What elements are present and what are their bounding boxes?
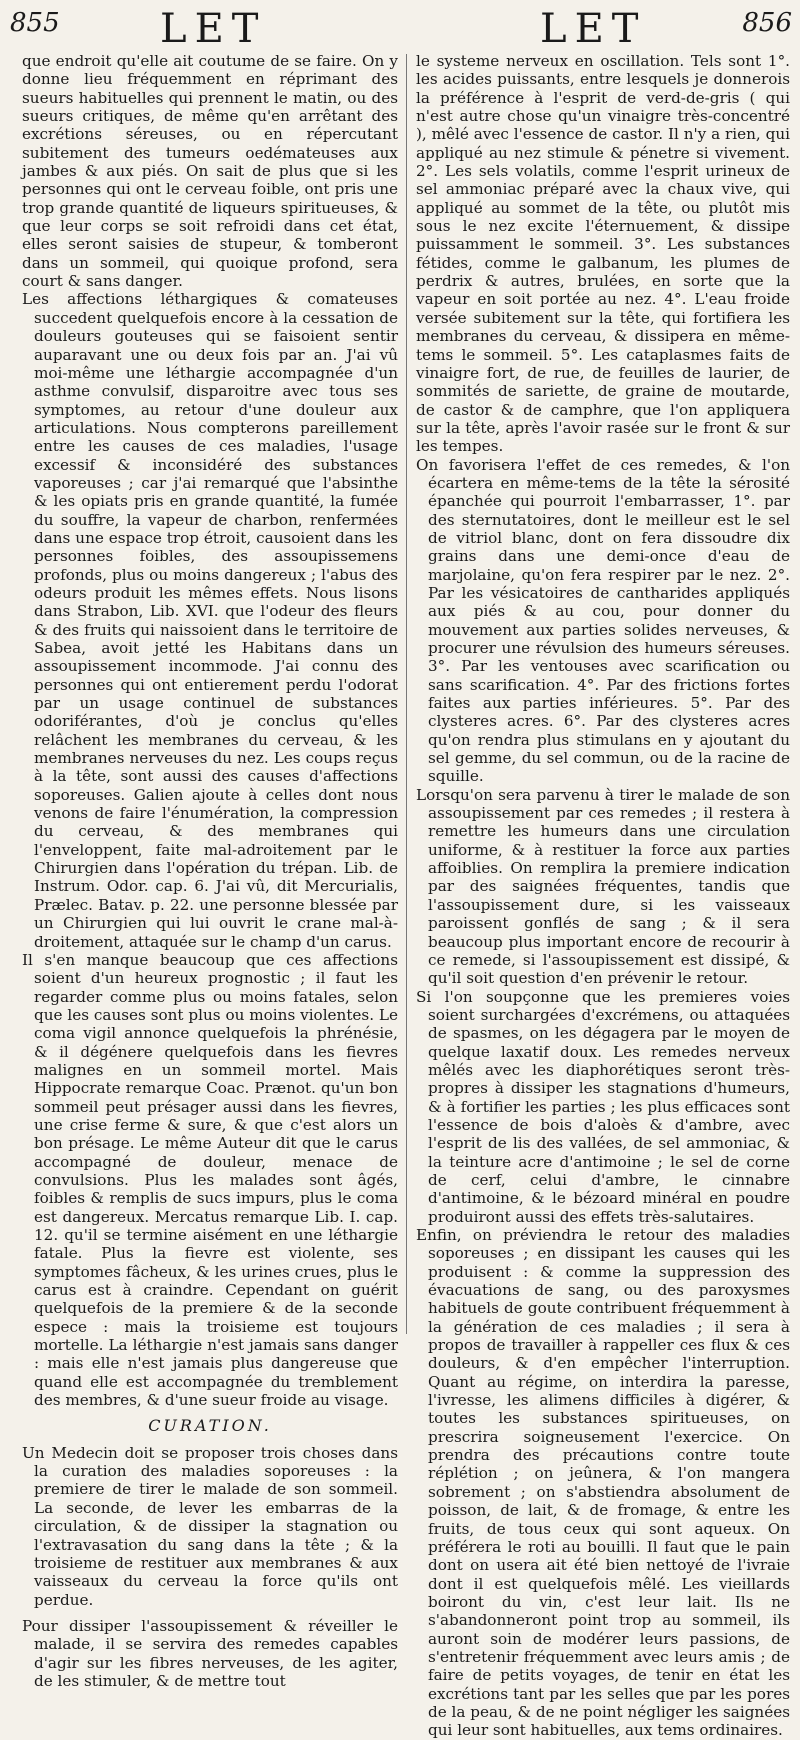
column-divider bbox=[406, 54, 407, 1334]
right-column bbox=[416, 52, 790, 1740]
paragraph: Lorsqu'on sera parvenu à tirer le malade de son assoupissement par ces remedes ; il restera à remettre les humeurs dans une circulation uniforme, & à restituer la force aux parties affoiblies. On remplira la premiere indication par des saignées fréquentes, tandis que l'assoupissement dure, si les vaisseaux paroissent gonflés de sang ; & il sera beaucoup plus important encore de recourir à ce remede, si l'assoupissement est dissipé, & qu'il soit question d'en prévenir le retour. bbox=[416, 785, 790, 988]
paragraph: Pour dissiper l'assoupissement & réveiller le malade, il se servira des remedes capables d'agir sur les fibres nerveuses, de les agiter, de les stimuler, & de mettre tout bbox=[22, 1616, 398, 1690]
section-heading: CURATION. bbox=[148, 1416, 272, 1436]
running-head-left: LET bbox=[160, 6, 267, 52]
paragraph: Un Medecin doit se proposer trois choses dans la curation des maladies soporeuses : la premiere de tirer le malade de son sommeil. La seconde, de lever les embarras de la circulation, & de dissiper la stagnation ou l'extravasation du sang dans la tête ; & la troisieme de restituer aux membranes & aux vaisseaux du cerveau la force qu'ils ont perdue. bbox=[22, 1443, 398, 1609]
paragraph: Les affections léthargiques & comateuses succedent quelquefois encore à la cessation de douleurs gouteuses qui se faisoient sentir auparavant une ou deux fois par an. J'ai vû moi-même une léthargie accompagnée d'un asthme convulsif, disparoitre avec tous ses symptomes, au retour d'une douleur aux articulations. Nous compterons pareillement entre les causes de ces maladies, l'usage excessif & inconsidéré des substances vaporeuses ; car j'ai remarqué que l'absinthe & les opiats pris en grande quantité, la fumée du souffre, la vapeur de charbon, renfermées dans une espace trop étroit, causoient dans les personnes foibles, des assoupissemens profonds, plus ou moins dangereux ; l'abus des odeurs produit les mêmes effets. Nous lisons dans Strabon, Lib. XVI. que l'odeur des fleurs & des fruits qui naissoient dans le territoire de Sabea, avoit jetté les Habitans dans un assoupissement incommode. J'ai connu des personnes qui ont entierement perdu l'odorat par un usage continuel de substances odoriférantes, d'où je conclus qu'elles relâchent les membranes du cerveau, & les membranes nerveuses du nez. Les coups reçus à la tête, sont aussi des causes d'affections soporeuses. Galien ajoute à celles dont nous venons de faire l'énumération, la compression du cerveau, & des membranes qui l'enveloppent, faite mal-adroitement par le Chirurgien dans l'opération du trépan. Lib. de Instrum. Odor. cap. 6. J'ai vû, dit Mercurialis, Prælec. Batav. p. 22. une personne blessée par un Chirurgien qui lui ouvrit le crane mal-à-droitement, attaquée sur le champ d'un carus. bbox=[22, 290, 398, 951]
left-column bbox=[22, 52, 398, 1690]
paragraph: le systeme nerveux en oscillation. Tels sont 1°. les acides puissants, entre lesquels je donnerois la préférence à l'esprit de verd-de-gris ( qui n'est autre chose qu'un vinaigre très-concentré ), mêlé avec l'essence de castor. Il n'y a rien, qui appliqué au nez stimule & pénetre si vivement. 2°. Les sels volatils, comme l'esprit urineux de sel ammoniac préparé avec la chaux vive, qui appliqué au sommet de la tête, ou plutôt mis sous le nez excite l'éternuement, & dissipe puissamment le sommeil. 3°. Les substances fétides, comme le galbanum, les plumes de perdrix & autres, brulées, en sorte que la vapeur en soit portée au nez. 4°. L'eau froide versée subitement sur la tête, qui fortifiera les membranes du cerveau, & dissipera en même-tems le sommeil. 5°. Les cataplasmes faits de vinaigre fort, de rue, de feuilles de laurier, de sommités de sariette, de graine de moutarde, de castor & de camphre, que l'on appliquera sur la tête, après l'avoir rasée sur le front & sur les tempes. bbox=[416, 52, 790, 456]
running-head-right: LET bbox=[540, 6, 647, 52]
paragraph: Si l'on soupçonne que les premieres voies soient surchargées d'excrémens, ou attaquées de spasmes, on les dégagera par le moyen de quelque laxatif doux. Les remedes nerveux mêlés avec les diaphorétiques seront très-propres à dissiper les stagnations d'humeurs, & à fortifier les parties ; les plus efficaces sont l'essence de bois d'aloès & d'ambre, avec l'esprit de lis des vallées, de sel ammoniac, & la teinture acre d'antimoine ; le sel de corne de cerf, celui d'ambre, le cinnabre d'antimoine, & le bézoard minéral en poudre produiront aussi des effets très-salutaires. bbox=[416, 987, 790, 1226]
paragraph: On favorisera l'effet de ces remedes, & l'on écartera en même-tems de la tête la sérosité épanchée qui pourroit l'embarrasser, 1°. par des sternutatoires, dont le meilleur est le sel de vitriol blanc, dont on fera dissoudre dix grains dans une demi-once d'eau de marjolaine, qu'on fera respirer par le nez. 2°. Par les vésicatoires de cantharides appliqués aux piés & au cou, pour donner du mouvement aux parties solides nerveuses, & procurer une révulsion des humeurs séreuses. 3°. Par les ventouses avec scarification ou sans scarification. 4°. Par des frictions fortes faites aux parties inférieures. 5°. Par des clysteres acres. 6°. Par des clysteres acres qu'on rendra plus stimulans en y ajoutant du sel gemme, du sel commun, ou de la racine de squille. bbox=[416, 455, 790, 786]
page-number-left: 855 bbox=[10, 8, 60, 38]
page-header bbox=[0, 6, 800, 52]
paragraph: Il s'en manque beaucoup que ces affections soient d'un heureux prognostic ; il faut les regarder comme plus ou moins fatales, selon que les causes sont plus ou moins violentes. Le coma vigil annonce quelquefois la phrénésie, & il dégénere quelquefois dans les fievres malignes en un sommeil mortel. Mais Hippocrate remarque Coac. Prænot. qu'un bon sommeil peut présager aussi dans les fievres, une crise ferme & sure, & que c'est alors un bon présage. Le même Auteur dit que le carus accompagné de douleur, menace de convulsions. Plus les malades sont âgés, foibles & remplis de sucs impurs, plus le coma est dangereux. Mercatus remarque Lib. I. cap. 12. qu'il se termine aisément en une léthargie fatale. Plus la fievre est violente, ses symptomes fâcheux, & les urines crues, plus le carus est à craindre. Cependant on guérit quelquefois de la premiere & de la seconde espece : mais la troisieme est toujours mortelle. La léthargie n'est jamais sans danger : mais elle n'est jamais plus dangereuse que quand elle est accompagnée du tremblement des membres, & d'une sueur froide au visage. bbox=[22, 950, 398, 1410]
page-number-right: 856 bbox=[742, 8, 792, 38]
paragraph: que endroit qu'elle ait coutume de se faire. On y donne lieu fréquemment en réprimant des sueurs habituelles qui prennent le matin, ou des sueurs critiques, de même qu'en arrêtant des excrétions séreuses, ou en répercutant subitement des tumeurs oedémateuses aux jambes & aux piés. On sait de plus que si les personnes qui ont le cerveau foible, ont pris une trop grande quantité de liqueurs spiritueuses, & que leur corps se soit refroidi dans cet état, elles seront saisies de stupeur, & tomberont dans un sommeil, qui quoique profond, sera court & sans danger. bbox=[22, 52, 398, 291]
paragraph: Enfin, on préviendra le retour des maladies soporeuses ; en dissipant les causes qui les produisent : & comme la suppression des évacuations de sang, ou des paroxysmes habituels de goute contribuent fréquemment à la génération de ces maladies ; il sera à propos de travailler à rappeller ces flux & ces douleurs, & d'en empêcher l'interruption. Quant au régime, on interdira la paresse, l'ivresse, les alimens difficiles à digérer, & toutes les substances spiritueuses, on prescrira soigneusement l'exercice. On prendra des précautions contre toute réplétion ; on jeûnera, & l'on mangera sobrement ; on s'abstiendra absolument de poisson, de lait, & de fromage, & entre les fruits, de tous ceux qui sont aqueux. On préférera le roti au bouilli. Il faut que le pain dont on usera ait été bien nettoyé de l'ivraie dont il est quelquefois mêlé. Les vieillards boiront du vin, c'est leur lait. Ils ne s'abandonneront point trop au sommeil, ils auront soin de modérer leurs passions, de s'entretenir fréquemment avec leurs amis ; de faire de petits voyages, de tenir en état les excrétions tant par les selles que par les pores de la peau, & de ne point négliger les saignées qui leur sont habituelles, aux tems ordinaires. bbox=[416, 1226, 790, 1740]
